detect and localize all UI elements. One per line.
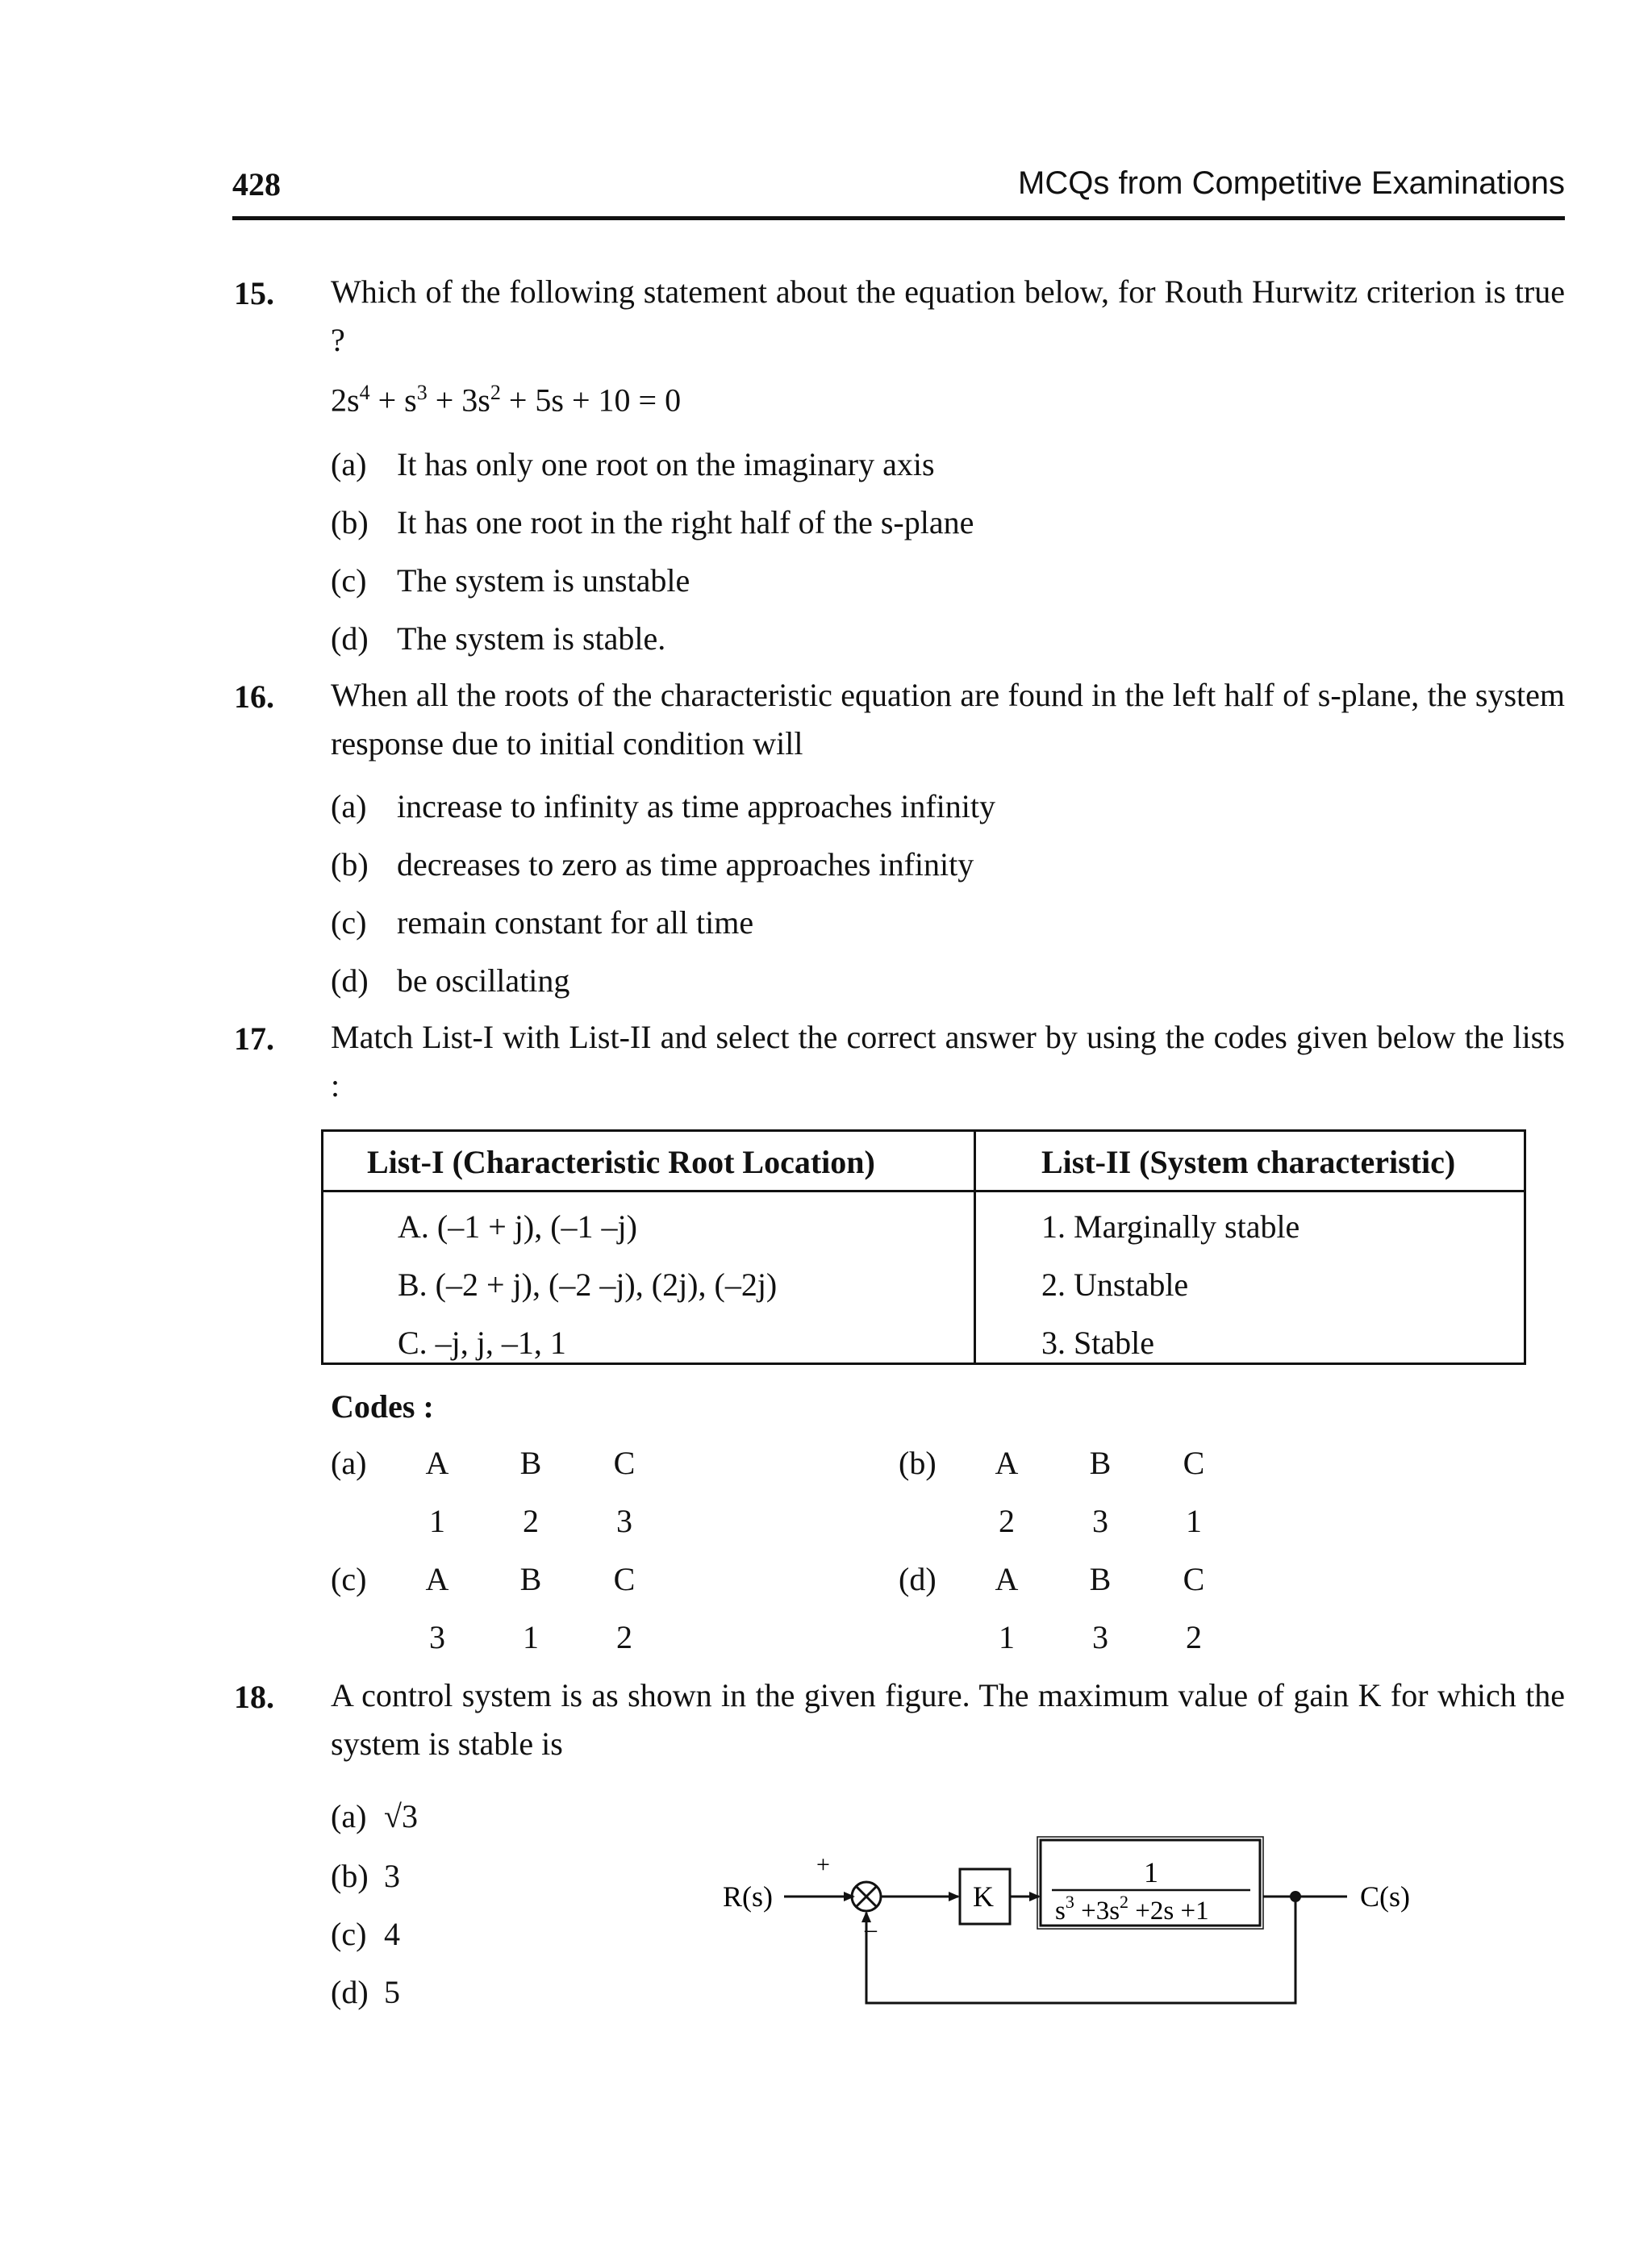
code-c-value-c: 2 (616, 1619, 632, 1655)
header-rule (232, 216, 1565, 220)
code-a-letter-a: A (425, 1445, 449, 1481)
question-15-equation: $2s^4 + s^3 + 3s^2 + 5s + 10 = 0$ (331, 381, 682, 419)
code-b-letter-a: A (995, 1445, 1019, 1481)
code-c-letter-a: A (425, 1561, 449, 1597)
list-2-item-1: 1. Marginally stable (1041, 1208, 1300, 1245)
code-c-letter-b: B (519, 1561, 542, 1597)
list-2-item-3: 3. Stable (1041, 1325, 1154, 1361)
question-15-number: 15. (234, 275, 274, 311)
q18-option-c-text: 4 (384, 1916, 400, 1952)
list-1-item-b: B. (–2 + j), (–2 –j), (2j), (–2j) (398, 1267, 778, 1303)
code-c-letter-c: C (613, 1561, 636, 1597)
output-label: C(s) (1360, 1880, 1410, 1913)
q16-option-c-label: (c) (331, 904, 367, 941)
table-column-divider (974, 1132, 976, 1363)
question-16-number: 16. (234, 678, 274, 715)
code-d-label: (d) (899, 1561, 937, 1597)
question-16-text: When all the roots of the characteristic equation are found in the left half of s-plane, the system response due to initial condition will (331, 677, 1565, 762)
q18-option-a-text: √3 (384, 1798, 418, 1834)
plant-denominator: $s^3 +3s^2 +2s +1$ (1055, 1892, 1209, 1926)
codes-title: Codes : (331, 1388, 434, 1425)
minus-sign: – (865, 1916, 877, 1943)
q16-option-a-text: increase to infinity as time approaches infinity (397, 788, 995, 824)
code-a-value-a: 1 (429, 1503, 445, 1539)
page-number: 428 (232, 166, 281, 202)
code-d-value-a: 1 (999, 1619, 1015, 1655)
q15-option-c-text: The system is unstable (397, 562, 690, 599)
table-header-list-1: List-I (Characteristic Root Location) (367, 1144, 875, 1180)
code-b-letter-b: B (1089, 1445, 1112, 1481)
code-a-value-c: 3 (616, 1503, 632, 1539)
code-b-label: (b) (899, 1445, 937, 1481)
table-header-divider (323, 1190, 1524, 1192)
running-header: MCQs from Competitive Examinations (1018, 165, 1565, 201)
q18-option-d-label: (d) (331, 1974, 369, 2010)
code-d-value-b: 3 (1092, 1619, 1108, 1655)
gain-label: K (973, 1880, 994, 1913)
q18-option-a-label: (a) (331, 1798, 367, 1834)
list-1-item-a: A. (–1 + j), (–1 –j) (398, 1208, 637, 1245)
question-17-text: Match List-I with List-II and select the correct answer by using the codes given below the lists : (331, 1019, 1565, 1104)
list-1-item-c: C. –j, j, –1, 1 (398, 1325, 566, 1361)
q18-option-c-label: (c) (331, 1916, 367, 1952)
q15-option-d-text: The system is stable. (397, 620, 666, 657)
code-d-letter-b: B (1089, 1561, 1112, 1597)
code-a-label: (a) (331, 1445, 367, 1481)
question-15-text: Which of the following statement about the equation below, for Routh Hurwitz criterion is true ? (331, 273, 1565, 358)
q18-option-b-label: (b) (331, 1858, 369, 1894)
code-b-value-c: 1 (1186, 1503, 1202, 1539)
input-label: R(s) (723, 1880, 773, 1913)
q16-option-d-label: (d) (331, 962, 369, 999)
table-header-list-2: List-II (System characteristic) (1041, 1144, 1456, 1180)
q16-option-b-text: decreases to zero as time approaches infinity (397, 846, 974, 883)
q15-option-b-text: It has one root in the right half of the s-plane (397, 504, 974, 540)
q15-option-d-label: (d) (331, 620, 369, 657)
code-d-value-c: 2 (1186, 1619, 1202, 1655)
plant-numerator: 1 (1144, 1856, 1158, 1888)
q15-option-a-label: (a) (331, 446, 367, 482)
code-d-letter-c: C (1183, 1561, 1205, 1597)
code-b-value-b: 3 (1092, 1503, 1108, 1539)
code-c-label: (c) (331, 1561, 367, 1597)
q16-option-a-label: (a) (331, 788, 367, 824)
q18-option-b-text: 3 (384, 1858, 400, 1894)
code-c-value-a: 3 (429, 1619, 445, 1655)
question-18-number: 18. (234, 1679, 274, 1715)
q15-option-a-text: It has only one root on the imaginary axis (397, 446, 935, 482)
list-2-item-2: 2. Unstable (1041, 1267, 1189, 1303)
code-a-value-b: 2 (523, 1503, 539, 1539)
q16-option-b-label: (b) (331, 846, 369, 883)
match-table (321, 1129, 1526, 1365)
code-b-value-a: 2 (999, 1503, 1015, 1539)
q16-option-d-text: be oscillating (397, 962, 570, 999)
q18-option-d-text: 5 (384, 1974, 400, 2010)
q16-option-c-text: remain constant for all time (397, 904, 754, 941)
code-b-letter-c: C (1183, 1445, 1205, 1481)
code-c-value-b: 1 (523, 1619, 539, 1655)
code-d-letter-a: A (995, 1561, 1019, 1597)
question-17-number: 17. (234, 1020, 274, 1057)
plus-sign: + (816, 1851, 830, 1878)
question-18-text: A control system is as shown in the given figure. The maximum value of gain K for which the system is stable is (331, 1677, 1565, 1762)
q15-option-b-label: (b) (331, 504, 369, 540)
q15-option-c-label: (c) (331, 562, 367, 599)
code-a-letter-b: B (519, 1445, 542, 1481)
code-a-letter-c: C (613, 1445, 636, 1481)
block-diagram (710, 1819, 1460, 2013)
